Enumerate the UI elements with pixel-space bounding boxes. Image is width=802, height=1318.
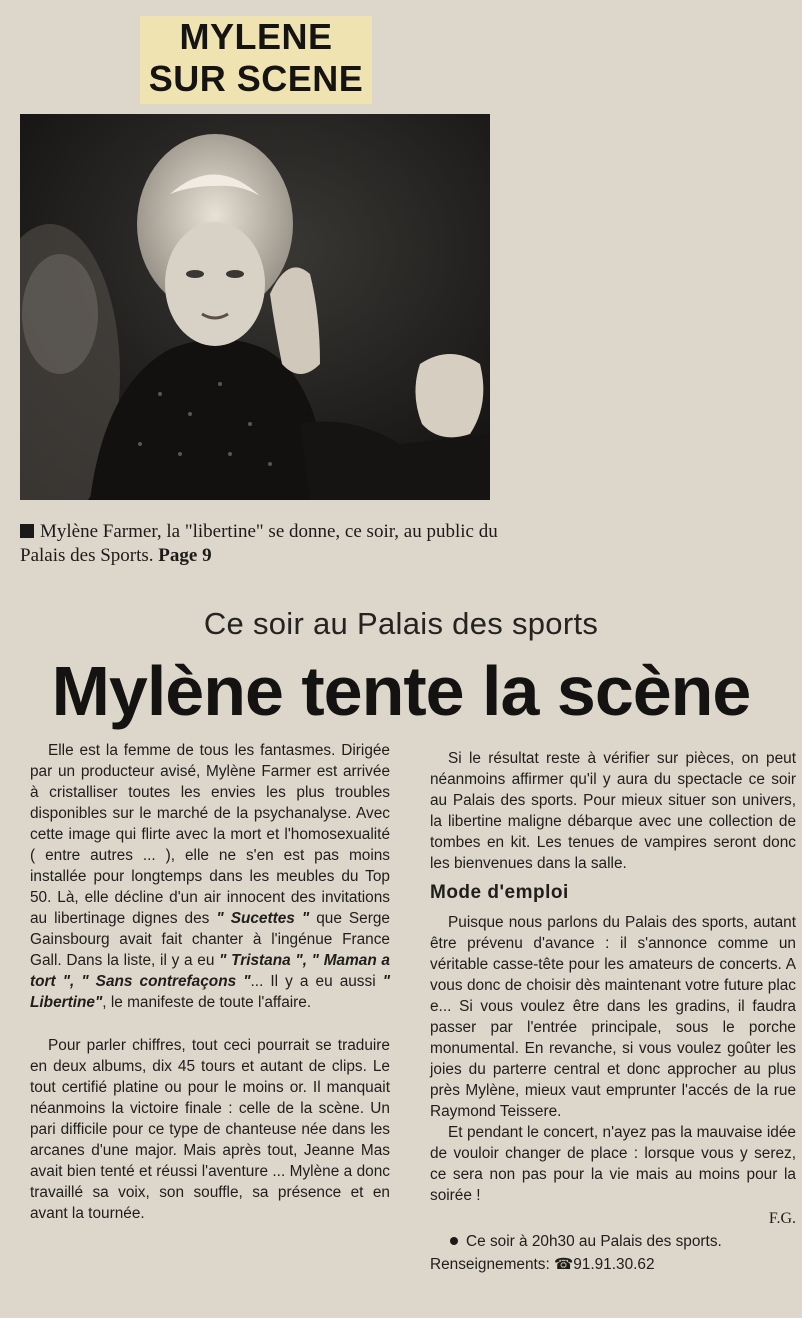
article-headline: Mylène tente la scène — [51, 652, 751, 730]
right-paragraph-1: Si le résultat reste à vérifier sur pièces, on peut néanmoins affirmer qu'il y aura du spectacle ce soir au Palais des sports. Pour mieux situer son univers, la libertine maligne débarque avec une collection de tombes en kit. Les tenues de vampires seront donc les bienvenues dans la salle. — [430, 750, 796, 872]
text-run: ... Il y a eu aussi — [250, 973, 383, 990]
info-line-1 — [430, 1231, 796, 1252]
caption-text: Mylène Farmer, la "libertine" se donne, ce soir, au public du Palais des Sports. — [20, 521, 498, 566]
song-title: " Libertine" — [30, 973, 390, 1011]
concert-photo — [20, 114, 490, 500]
author-signature: F.G. — [768, 1210, 796, 1227]
kicker-line-2: SUR SCENE — [148, 58, 364, 99]
photo-illustration — [20, 114, 490, 500]
right-paragraph-3: Et pendant le concert, n'ayez pas la mauvaise idée de vouloir changer de place : lorsque vous y serez, ce sera non pas pour la vie mais au moins pour la soirée ! — [430, 1124, 796, 1204]
caption-page-ref: Page 9 — [158, 545, 212, 566]
text-run: Elle est la femme de tous les fantasmes. Dirigée par un producteur avisé, Mylène Farmer est arrivée à cristalliser toutes les envies les plus troubles disponibles sur le marché de la psychanalyse. Avec cette image qui flirte avec la mort et l'homosexualité ( entre autres ... ), elle ne s'en est pas moins installée pour longtemps dans les meubles du Top 50. Là, elle décline d'un air innocent des invitations au libertinage dignes des — [30, 742, 390, 927]
caption-square-bullet — [20, 524, 34, 538]
song-title: " Sucettes " — [216, 910, 310, 927]
left-paragraph-1 — [30, 740, 390, 1013]
left-column — [30, 740, 390, 1224]
paragraph-gap — [30, 1013, 390, 1035]
section-subhead: Mode d'emploi — [430, 882, 569, 903]
text-run: que Serge Gainsbourg avait fait chanter à l'ingénue France Gall. Dans la liste, il y a eu — [30, 910, 390, 969]
right-column — [430, 748, 796, 1275]
song-title: " Tristana ", " Maman a tort ", " Sans contrefaçons " — [30, 952, 390, 990]
info-line-2: Renseignements: ☎91.91.30.62 — [430, 1256, 655, 1273]
kicker-line-1: MYLENE — [179, 16, 333, 57]
text-run: , le manifeste de toute l'affaire. — [102, 994, 312, 1011]
article-subtitle: Ce soir au Palais des sports — [203, 606, 599, 641]
kicker — [140, 16, 372, 100]
info-text: Ce soir à 20h30 au Palais des sports. — [466, 1233, 722, 1250]
bullet-icon — [450, 1237, 458, 1245]
right-paragraph-2: Puisque nous parlons du Palais des sports, autant être prévenu d'avance : il s'annonce comme un véritable casse-tête pour les amateurs de concerts. A vous donc de choisir dès maintenant votre future plac e... Si vous voulez être dans les gradins, il faudra passer par l'entrée principale, sous le porche monumental. En revanche, si vous voulez goûter les joies du parterre central et donc approcher au plus près Mylène, mieux vaut emprunter l'accés de la rue Raymond Teissere. — [430, 914, 796, 1120]
left-paragraph-2: Pour parler chiffres, tout ceci pourrait se traduire en deux albums, dix 45 tours et autant de clips. Le tout certifié platine ou pour le moins or. Il manquait néanmoins la victoire finale : celle de la scène. Un pari difficile pour ce type de chanteuse née dans les arcanes d'une major. Mais après tout, Jeanne Mas avait bien tenté et réussi l'aventure ... Mylène a donc travaillé sa voix, son souffle, sa présence et en avant la tournée. — [30, 1037, 390, 1222]
photo-caption — [20, 520, 520, 568]
